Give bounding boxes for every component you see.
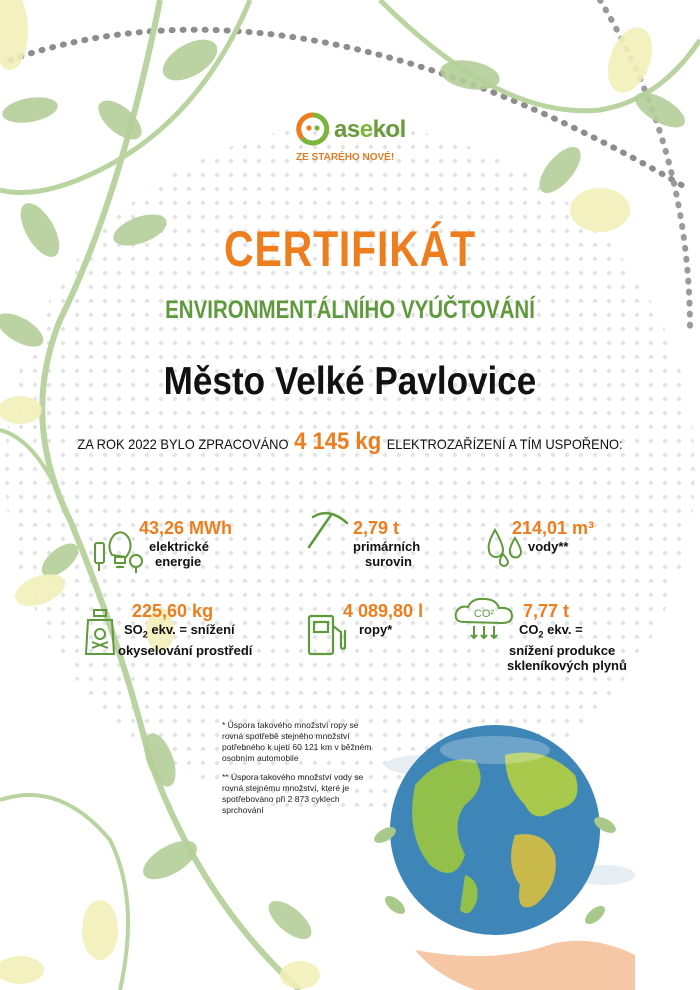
- stat-water-value: 214,01 m³: [512, 518, 595, 538]
- recipient-name: Město Velké Pavlovice: [163, 360, 537, 403]
- footnote-water: ** Úspora takového množství vody se rovná stejnému množství, které je spotřebováno při 2 873 cyklech sprchování: [222, 772, 364, 815]
- asekol-logo-icon: [296, 112, 330, 146]
- stat-so2-label-2: okyselování prostředí: [118, 642, 253, 658]
- stat-raw-value: 2,79 t: [353, 518, 400, 538]
- stat-energy-value: 43,26 MWh: [139, 518, 233, 538]
- brand-slogan: ZE STARÉHO NOVÉ!: [296, 152, 395, 163]
- stat-oil: [343, 601, 423, 637]
- stat-so2: [118, 601, 252, 658]
- processed-amount: 4 145 kg: [294, 428, 382, 455]
- stat-co2-label: $CO_2$ ekv. =: [519, 622, 583, 640]
- stat-raw-materials: [353, 518, 420, 569]
- intro-after: ELEKTROZAŘÍZENÍ A TÍM USPOŘENO:: [386, 436, 623, 452]
- lightbulb-icon: [92, 525, 144, 577]
- certificate-title: CERTIFIKÁT: [224, 221, 476, 277]
- stat-co2: [507, 601, 627, 673]
- pickaxe-icon: [303, 505, 351, 553]
- stat-energy-label: elektrické: [149, 539, 209, 554]
- stat-oil-value: 4 089,80 l: [343, 601, 424, 621]
- brand-name: asekol: [334, 116, 406, 143]
- stat-energy: [139, 518, 232, 569]
- stat-so2-label: $SO_2$ ekv. = snížení: [124, 622, 235, 640]
- intro-line: [28, 428, 672, 456]
- co2-icon-text: CO²: [473, 608, 495, 620]
- stat-co2-value: 7,77 t: [523, 601, 570, 621]
- stat-water-label: vody**: [528, 539, 569, 554]
- stat-raw-label-2: surovin: [365, 554, 412, 569]
- intro-before: ZA ROK 2022 BYLO ZPRACOVÁNO: [77, 436, 289, 452]
- asekol-logo: [296, 112, 416, 170]
- stat-raw-label: primárních: [353, 539, 421, 554]
- stat-oil-label: ropy*: [359, 622, 393, 637]
- stat-water: [512, 518, 594, 554]
- footnote-oil: * Úspora takového množství ropy se rovná spotřebě stejného množství potřebného k ujetí 60 121 km v běžném osobním automobile: [222, 720, 372, 763]
- stat-energy-label-2: energie: [155, 554, 202, 569]
- certificate-subtitle: ENVIRONMENTÁLNÍHO VYÚČTOVÁNÍ: [165, 296, 535, 324]
- toxic-canister-icon: [82, 608, 118, 656]
- stat-so2-value: 225,60 kg: [132, 601, 214, 621]
- stat-co2-label-2: snížení produkce: [509, 642, 616, 658]
- footnotes: [222, 720, 372, 824]
- earth-globe-illustration: [355, 715, 635, 990]
- stat-co2-label-3: skleníkových plynů: [507, 657, 627, 673]
